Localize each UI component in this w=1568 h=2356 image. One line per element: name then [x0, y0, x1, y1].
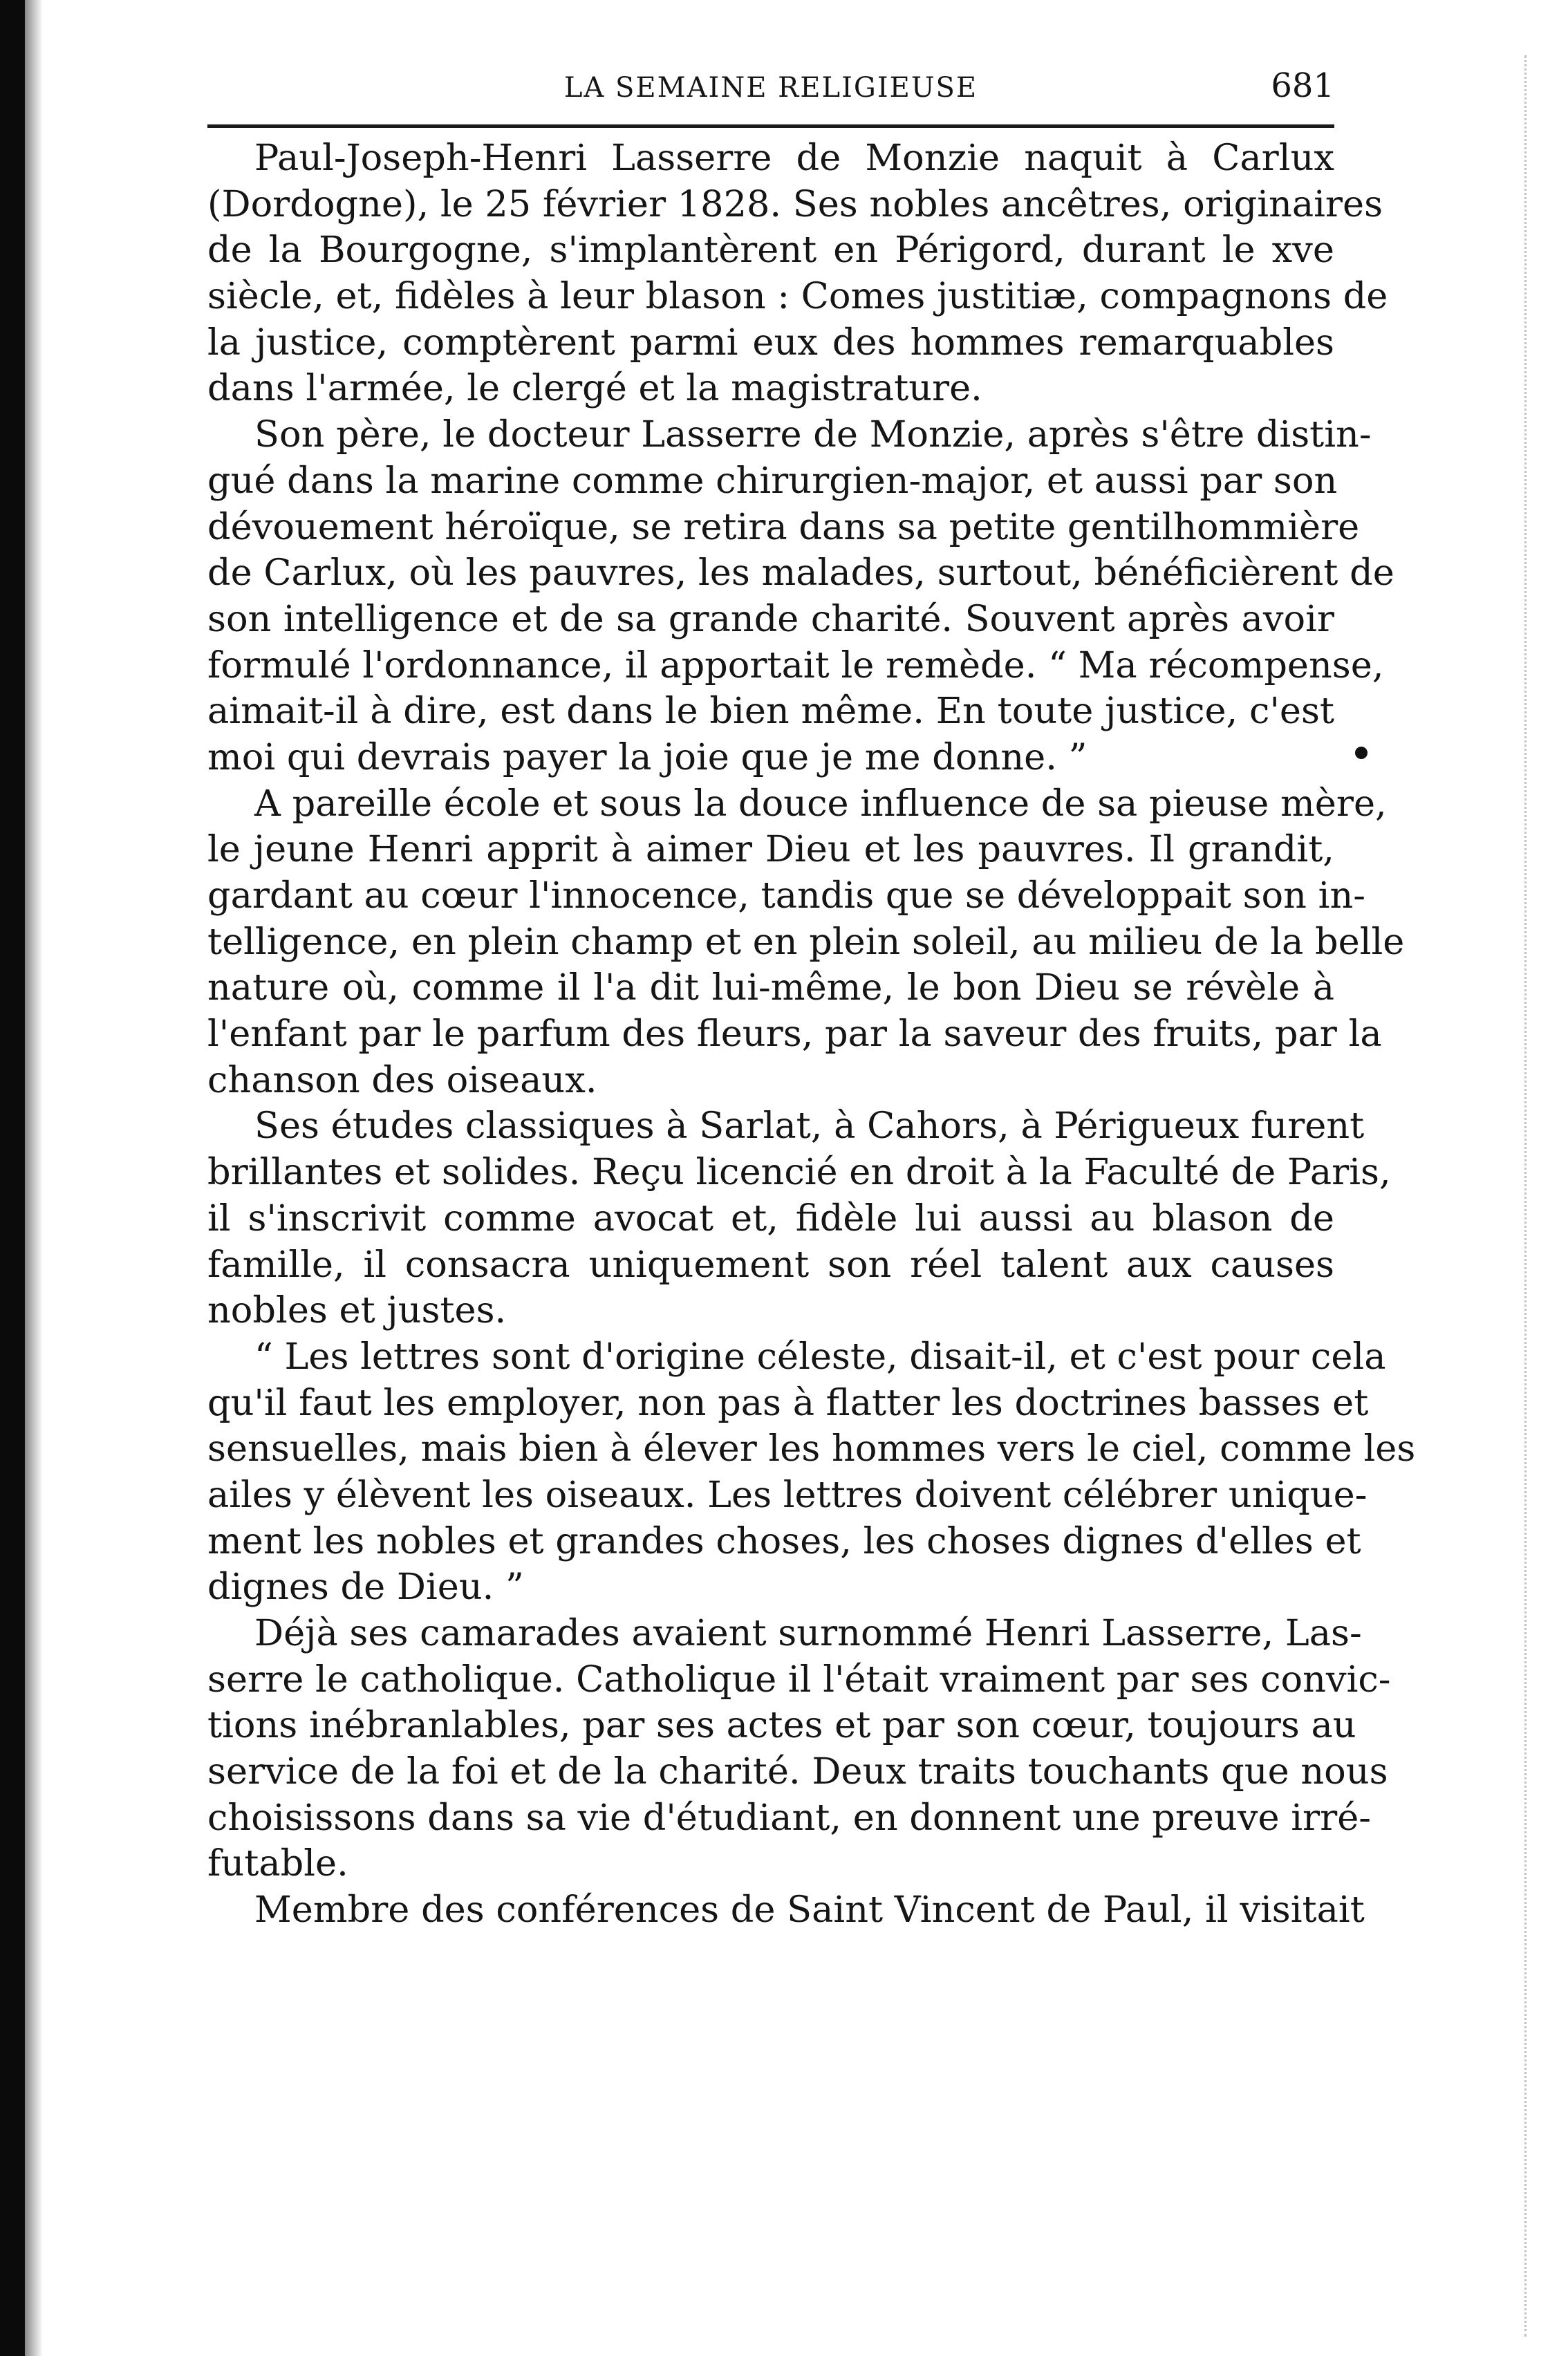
text-line: siècle, et, fidèles à leur blason : Comes justitiæ, compagnons de	[207, 275, 1388, 318]
text-line: chanson des oiseaux.	[207, 1058, 597, 1101]
text-line: telligence, en plein champ et en plein soleil, au milieu de la belle	[207, 920, 1405, 963]
text-line: Ses études classiques à Sarlat, à Cahors, à Périgueux furent	[254, 1105, 1365, 1148]
text-line: de Carlux, où les pauvres, les malades, surtout, bénéficièrent de	[207, 552, 1394, 595]
text-line: service de la foi et de la charité. Deux traits touchants que nous	[207, 1750, 1388, 1793]
text-line: nature où, comme il l'a dit lui-même, le bon Dieu se révèle à	[207, 966, 1334, 1009]
text-line: serre le catholique. Catholique il l'était vraiment par ses convic-	[207, 1658, 1391, 1701]
text-line: de la Bourgogne, s'implantèrent en Périgord, durant le xve	[207, 229, 1334, 272]
binding-edge-shading	[25, 0, 43, 2356]
text-line: Déjà ses camarades avaient surnommé Henri Lasserre, Las-	[254, 1612, 1362, 1654]
text-line: futable.	[207, 1842, 348, 1885]
text-line: ailes y élèvent les oiseaux. Les lettres doivent célébrer unique-	[207, 1473, 1368, 1516]
header-rule	[207, 124, 1334, 128]
ink-speck	[1355, 747, 1368, 759]
text-line: la justice, comptèrent parmi eux des hommes remarquables	[207, 321, 1334, 364]
text-line: Paul-Joseph-Henri Lasserre de Monzie naquit à Carlux	[254, 137, 1334, 179]
text-line: tions inébranlables, par ses actes et par son cœur, toujours au	[207, 1704, 1356, 1747]
text-line: le jeune Henri apprit à aimer Dieu et les pauvres. Il grandit,	[207, 828, 1334, 871]
text-line: gardant au cœur l'innocence, tandis que se développait son in-	[207, 875, 1366, 917]
text-line: qu'il faut les employer, non pas à flatter les doctrines basses et	[207, 1381, 1369, 1424]
page-number: 681	[1271, 66, 1334, 105]
text-line: brillantes et solides. Reçu licencié en droit à la Faculté de Paris,	[207, 1151, 1391, 1194]
text-line: dévouement héroïque, se retira dans sa petite gentilhommière	[207, 505, 1360, 548]
text-line: il s'inscrivit comme avocat et, fidèle lui aussi au blason de	[207, 1197, 1334, 1240]
text-line: (Dordogne), le 25 février 1828. Ses nobles ancêtres, originaires	[207, 183, 1383, 225]
text-line: aimait-il à dire, est dans le bien même. En toute justice, c'est	[207, 690, 1334, 733]
book-binding-shadow	[0, 0, 25, 2356]
text-line: sensuelles, mais bien à élever les hommes vers le ciel, comme les	[207, 1428, 1416, 1470]
text-line: l'enfant par le parfum des fleurs, par la saveur des fruits, par la	[207, 1013, 1382, 1056]
text-line: formulé l'ordonnance, il apportait le remède. “ Ma récompense,	[207, 644, 1384, 686]
page-edge-specks	[1524, 55, 1531, 2337]
text-line: son intelligence et de sa grande charité. Souvent après avoir	[207, 597, 1334, 640]
text-line: “ Les lettres sont d'origine céleste, disait-il, et c'est pour cela	[254, 1335, 1386, 1378]
text-line: dans l'armée, le clergé et la magistrature.	[207, 367, 982, 410]
text-line: Son père, le docteur Lasserre de Monzie, après s'être distin-	[254, 413, 1372, 456]
text-line: Membre des conférences de Saint Vincent de Paul, il visitait	[254, 1889, 1365, 1932]
text-line: dignes de Dieu. ”	[207, 1566, 524, 1609]
text-line: choisissons dans sa vie d'étudiant, en donnent une preuve irré-	[207, 1796, 1372, 1839]
text-line: nobles et justes.	[207, 1289, 507, 1332]
running-title: LA SEMAINE RELIGIEUSE	[563, 72, 978, 104]
body-text	[207, 135, 1416, 1934]
text-line: A pareille école et sous la douce influence de sa pieuse mère,	[254, 782, 1387, 825]
text-line: ment les nobles et grandes choses, les choses dignes d'elles et	[207, 1520, 1361, 1562]
text-line: moi qui devrais payer la joie que je me donne. ”	[207, 736, 1088, 778]
text-line: famille, il consacra uniquement son réel talent aux causes	[207, 1243, 1334, 1286]
page-header	[207, 59, 1334, 115]
text-line: gué dans la marine comme chirurgien-major, et aussi par son	[207, 459, 1338, 502]
